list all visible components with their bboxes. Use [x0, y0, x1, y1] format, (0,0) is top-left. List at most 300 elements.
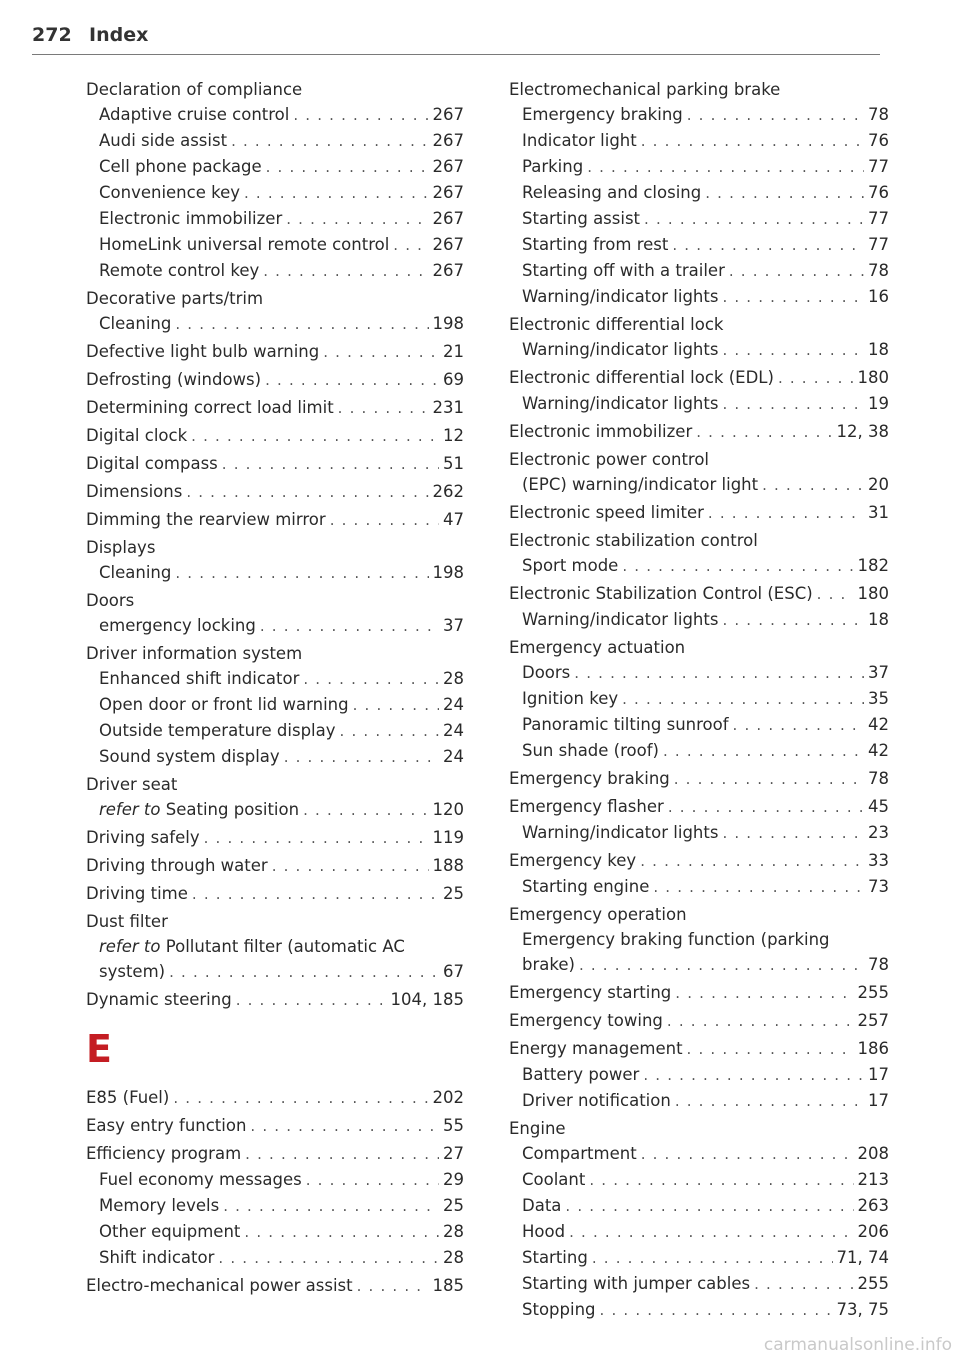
index-entry [86, 588, 464, 613]
entry-page-ref: 78 [868, 105, 889, 124]
index-entry [86, 395, 464, 421]
entry-page-ref: 29 [443, 1170, 464, 1189]
dot-leader [708, 501, 864, 526]
entry-label [86, 1273, 353, 1298]
entry-page-ref: 267 [432, 209, 464, 228]
entry-page-ref: 55 [443, 1116, 464, 1135]
entry-label [522, 686, 618, 711]
entry-label [522, 712, 729, 737]
dot-leader [600, 1298, 833, 1323]
index-entry [86, 339, 464, 365]
entry-text: Dimming the rearview mirror [86, 510, 326, 529]
entry-label [522, 1062, 639, 1087]
entry-text: Cleaning [99, 314, 172, 333]
entry-label [522, 738, 659, 763]
dot-leader [175, 312, 428, 337]
index-subentry [86, 692, 464, 718]
entry-page-ref: 69 [443, 370, 464, 389]
index-entry [509, 1008, 889, 1034]
entry-label [522, 1271, 750, 1296]
index-entry [86, 451, 464, 477]
index-subentry [509, 258, 889, 284]
entry-text: Emergency actuation [509, 638, 686, 657]
entry-text: Driver seat [86, 775, 178, 794]
dot-leader [722, 338, 864, 363]
entry-text: Sound system display [99, 747, 280, 766]
index-subentry [86, 102, 464, 128]
index-column-right [509, 77, 889, 1323]
dot-leader [260, 614, 439, 639]
dot-leader [722, 285, 864, 310]
entry-label [522, 1167, 585, 1192]
entry-text: Sport mode [522, 556, 619, 575]
entry-text: Electronic differential lock [509, 315, 724, 334]
entry-label [522, 337, 718, 362]
entry-label [509, 500, 704, 525]
index-subentry [86, 232, 464, 258]
dot-leader [641, 129, 864, 154]
index-subentry [509, 1297, 889, 1323]
entry-label [522, 553, 618, 578]
dot-leader [579, 953, 864, 978]
index-entry [509, 766, 889, 792]
index-entry [86, 881, 464, 907]
entry-label [509, 1116, 566, 1141]
entry-label [86, 825, 200, 850]
cross-reference-prefix: refer to [99, 937, 161, 956]
entry-text: Dimensions [86, 482, 183, 501]
dot-leader [204, 826, 429, 851]
entry-page-ref: 28 [443, 1222, 464, 1241]
entry-label [509, 581, 813, 606]
dot-leader [643, 1063, 864, 1088]
entry-text: Fuel economy messages [99, 1170, 302, 1189]
watermark: carmanualsonline.info [763, 1335, 952, 1355]
index-subentry [509, 284, 889, 310]
entry-label [509, 528, 758, 553]
entry-label [522, 820, 718, 845]
index-subentry [86, 797, 464, 823]
entry-page-ref: 21 [443, 342, 464, 361]
entry-page-ref: 37 [868, 663, 889, 682]
entry-label [86, 286, 263, 311]
entry-text: Enhanced shift indicator [99, 669, 300, 688]
entry-text: Warning/indicator lights [522, 287, 719, 306]
entry-text: Displays [86, 538, 156, 557]
entry-text: Easy entry function [86, 1116, 247, 1135]
entry-label [86, 641, 302, 666]
index-subentry [509, 1219, 889, 1245]
dot-leader [330, 508, 439, 533]
entry-page-ref: 231 [432, 398, 464, 417]
entry-label [522, 1219, 565, 1244]
entry-label [99, 934, 405, 959]
dot-leader [622, 554, 853, 579]
dot-leader [622, 687, 864, 712]
entry-page-ref: 42 [868, 715, 889, 734]
entry-label [522, 660, 570, 685]
entry-text: Warning/indicator lights [522, 823, 719, 842]
index-entry [86, 423, 464, 449]
dot-leader [169, 960, 439, 985]
index-subentry [86, 1167, 464, 1193]
entry-page-ref: 16 [868, 287, 889, 306]
dot-leader [303, 798, 428, 823]
entry-label [86, 987, 232, 1012]
index-subentry [509, 952, 889, 978]
dot-leader [265, 368, 439, 393]
index-subentry [86, 311, 464, 337]
dot-leader [175, 561, 428, 586]
dot-leader [306, 1168, 439, 1193]
entry-text: Compartment [522, 1144, 637, 1163]
index-entry [86, 507, 464, 533]
entry-text: Emergency braking function (parking [522, 930, 830, 949]
entry-text: Digital clock [86, 426, 188, 445]
entry-label [99, 206, 282, 231]
index-subentry [509, 102, 889, 128]
index-entry [86, 1141, 464, 1167]
entry-label [509, 980, 671, 1005]
entry-page-ref: 35 [868, 689, 889, 708]
index-entry [86, 1113, 464, 1139]
entry-page-ref: 77 [868, 235, 889, 254]
entry-label [99, 1193, 219, 1218]
entry-text: Battery power [522, 1065, 640, 1084]
entry-text: Sun shade (roof) [522, 741, 659, 760]
index-subentry [509, 874, 889, 900]
dot-leader [192, 882, 439, 907]
dot-leader [353, 693, 439, 718]
entry-page-ref: 120 [432, 800, 464, 819]
entry-label [522, 1193, 561, 1218]
dot-leader [222, 452, 439, 477]
entry-page-ref: 20 [868, 475, 889, 494]
entry-page-ref: 76 [868, 131, 889, 150]
entry-page-ref: 185 [432, 1276, 464, 1295]
index-entry [86, 909, 464, 934]
index-subentry [86, 128, 464, 154]
index-subentry [86, 959, 464, 985]
entry-text: Starting engine [522, 877, 650, 896]
entry-text: Memory levels [99, 1196, 220, 1215]
entry-page-ref: 77 [868, 157, 889, 176]
section-letter: E [86, 1027, 112, 1071]
index-subentry [509, 738, 889, 764]
entry-text: Defective light bulb warning [86, 342, 320, 361]
entry-text: Decorative parts/trim [86, 289, 264, 308]
index-subentry [509, 820, 889, 846]
entry-page-ref: 19 [868, 394, 889, 413]
index-subentry [86, 1219, 464, 1245]
entry-label [99, 613, 256, 638]
index-subentry [86, 1245, 464, 1271]
entry-label [99, 1219, 240, 1244]
entry-page-ref: 267 [432, 183, 464, 202]
index-entry [86, 772, 464, 797]
entry-text: Convenience key [99, 183, 240, 202]
index-subentry [86, 180, 464, 206]
index-entry [86, 987, 464, 1013]
dot-leader [729, 259, 864, 284]
entry-label [509, 1036, 683, 1061]
entry-page-ref: 267 [432, 131, 464, 150]
dot-leader [640, 849, 864, 874]
index-entry [86, 641, 464, 666]
entry-text: Defrosting (windows) [86, 370, 262, 389]
entry-label [522, 102, 683, 127]
entry-text: Emergency braking [509, 769, 670, 788]
page-header [32, 24, 880, 55]
index-entry [86, 286, 464, 311]
index-entry [86, 825, 464, 851]
entry-label [522, 952, 575, 977]
entry-page-ref: 71, 74 [836, 1248, 889, 1267]
entry-label [509, 447, 709, 472]
entry-text: HomeLink universal remote control [99, 235, 390, 254]
entry-text: Outside temperature display [99, 721, 336, 740]
entry-page-ref: 24 [443, 695, 464, 714]
index-entry [86, 1273, 464, 1299]
index-subentry [509, 1141, 889, 1167]
entry-label [99, 154, 262, 179]
entry-label [522, 1088, 671, 1113]
entry-text: Cleaning [99, 563, 172, 582]
entry-label [99, 692, 349, 717]
entry-text: Energy management [509, 1039, 683, 1058]
entry-text: Open door or front lid warning [99, 695, 349, 714]
index-subentry [509, 337, 889, 363]
index-subentry [86, 560, 464, 586]
dot-leader [186, 480, 428, 505]
entry-text: Audi side assist [99, 131, 228, 150]
dot-leader [672, 233, 864, 258]
index-entry [509, 848, 889, 874]
entry-label [509, 312, 723, 337]
entry-label [99, 718, 336, 743]
entry-text: Adaptive cruise control [99, 105, 290, 124]
dot-leader [272, 854, 429, 879]
entry-page-ref: 255 [857, 983, 889, 1002]
entry-page-ref: 77 [868, 209, 889, 228]
entry-page-ref: 37 [443, 616, 464, 635]
entry-text: Engine [509, 1119, 566, 1138]
entry-page-ref: 67 [443, 962, 464, 981]
index-entry [509, 500, 889, 526]
entry-text: Starting [522, 1248, 588, 1267]
entry-page-ref: 28 [443, 1248, 464, 1267]
entry-text: Dynamic steering [86, 990, 232, 1009]
entry-label [509, 635, 685, 660]
entry-text: Starting off with a trailer [522, 261, 725, 280]
entry-page-ref: 208 [857, 1144, 889, 1163]
dot-leader [641, 1142, 854, 1167]
entry-page-ref: 24 [443, 747, 464, 766]
entry-label [86, 451, 218, 476]
entry-label [522, 154, 583, 179]
entry-label [99, 311, 171, 336]
entry-text: brake) [522, 955, 575, 974]
entry-text: Doors [86, 591, 135, 610]
entry-page-ref: 182 [857, 556, 889, 575]
entry-page-ref: 23 [868, 823, 889, 842]
entry-page-ref: 78 [868, 261, 889, 280]
entry-label [509, 419, 692, 444]
entry-page-ref: 188 [432, 856, 464, 875]
entry-text: Doors [522, 663, 571, 682]
dot-leader [754, 1272, 853, 1297]
cross-reference-prefix: refer to [99, 800, 161, 819]
dot-leader [653, 875, 864, 900]
entry-label [99, 1167, 302, 1192]
dot-leader [733, 713, 864, 738]
entry-text: Electronic differential lock (EDL) [509, 368, 774, 387]
dot-leader [393, 233, 428, 258]
index-subentry [86, 258, 464, 284]
entry-page-ref: 206 [857, 1222, 889, 1241]
index-entry [86, 1085, 464, 1111]
entry-page-ref: 73, 75 [836, 1300, 889, 1319]
entry-page-ref: 263 [857, 1196, 889, 1215]
index-subentry [86, 1193, 464, 1219]
dot-leader [250, 1114, 439, 1139]
entry-label [509, 848, 636, 873]
entry-text: Releasing and closing [522, 183, 702, 202]
entry-text: Determining correct load limit [86, 398, 334, 417]
entry-label [522, 1297, 596, 1322]
entry-page-ref: 45 [868, 797, 889, 816]
entry-label [86, 909, 168, 934]
dot-leader [218, 1246, 439, 1271]
entry-label [86, 881, 188, 906]
index-subentry [86, 613, 464, 639]
dot-leader [675, 1089, 864, 1114]
dot-leader [263, 259, 428, 284]
entry-text: Electronic immobilizer [509, 422, 693, 441]
index-entry [509, 312, 889, 337]
entry-page-ref: 25 [443, 884, 464, 903]
entry-label [509, 766, 670, 791]
dot-leader [245, 1142, 439, 1167]
index-entry [509, 902, 889, 927]
entry-label [86, 367, 261, 392]
dot-leader [286, 207, 428, 232]
entry-page-ref: 267 [432, 235, 464, 254]
entry-label [99, 666, 299, 691]
entry-page-ref: 27 [443, 1144, 464, 1163]
dot-leader [303, 667, 439, 692]
entry-text: Digital compass [86, 454, 218, 473]
entry-label [86, 1141, 241, 1166]
dot-leader [587, 155, 864, 180]
entry-page-ref: 76 [868, 183, 889, 202]
entry-page-ref: 24 [443, 721, 464, 740]
entry-text: Electronic immobilizer [99, 209, 283, 228]
entry-label [522, 128, 637, 153]
entry-label [86, 772, 177, 797]
index-entry [509, 528, 889, 553]
dot-leader [687, 103, 864, 128]
dot-leader [236, 988, 387, 1013]
entry-label [86, 535, 155, 560]
dot-leader [323, 340, 439, 365]
entry-label [522, 472, 758, 497]
entry-label [99, 128, 227, 153]
entry-text: Stopping [522, 1300, 596, 1319]
entry-page-ref: 198 [432, 563, 464, 582]
index-subentry [509, 128, 889, 154]
entry-page-ref: 267 [432, 261, 464, 280]
entry-page-ref: 73 [868, 877, 889, 896]
entry-page-ref: 180 [857, 584, 889, 603]
entry-text: Driving safely [86, 828, 200, 847]
entry-text: Driving through water [86, 856, 268, 875]
entry-text: Coolant [522, 1170, 586, 1189]
dot-leader [644, 207, 864, 232]
entry-text: emergency locking [99, 616, 256, 635]
entry-label [86, 395, 334, 420]
entry-label [509, 365, 774, 390]
entry-label [86, 1085, 169, 1110]
entry-page-ref: 186 [857, 1039, 889, 1058]
entry-label [522, 206, 640, 231]
dot-leader [244, 1220, 439, 1245]
entry-text: Driver information system [86, 644, 303, 663]
entry-text: Emergency key [509, 851, 637, 870]
entry-page-ref: 28 [443, 669, 464, 688]
index-subentry [86, 206, 464, 232]
entry-label [99, 232, 389, 257]
dot-leader [663, 739, 864, 764]
index-subentry [86, 154, 464, 180]
dot-leader [357, 1274, 429, 1299]
entry-label [86, 423, 187, 448]
index-entry [509, 365, 889, 391]
dot-leader [762, 473, 864, 498]
entry-page-ref: 17 [868, 1065, 889, 1084]
index-entry [86, 535, 464, 560]
dot-leader [722, 821, 864, 846]
dot-leader [574, 661, 864, 686]
entry-page-ref: 12 [443, 426, 464, 445]
entry-text: Emergency starting [509, 983, 672, 1002]
entry-page-ref: 33 [868, 851, 889, 870]
entry-label [522, 232, 668, 257]
index-entry [509, 419, 889, 445]
entry-page-ref: 51 [443, 454, 464, 473]
dot-leader [705, 181, 864, 206]
entry-label [86, 1113, 246, 1138]
dot-leader [592, 1246, 833, 1271]
entry-text: Declaration of compliance [86, 80, 303, 99]
entry-label [86, 479, 182, 504]
entry-label [509, 1008, 663, 1033]
entry-label [522, 1245, 588, 1270]
index-entry [86, 853, 464, 879]
entry-text: system) [99, 962, 166, 981]
index-subentry [86, 934, 464, 959]
index-subentry [509, 1062, 889, 1088]
entry-label [86, 339, 319, 364]
entry-text: Shift indicator [99, 1248, 215, 1267]
entry-text: Parking [522, 157, 584, 176]
entry-label [509, 902, 687, 927]
index-entry [86, 77, 464, 102]
index-subentry [509, 180, 889, 206]
index-subentry [509, 607, 889, 633]
entry-label [509, 77, 780, 102]
section-title: Index [89, 24, 149, 46]
